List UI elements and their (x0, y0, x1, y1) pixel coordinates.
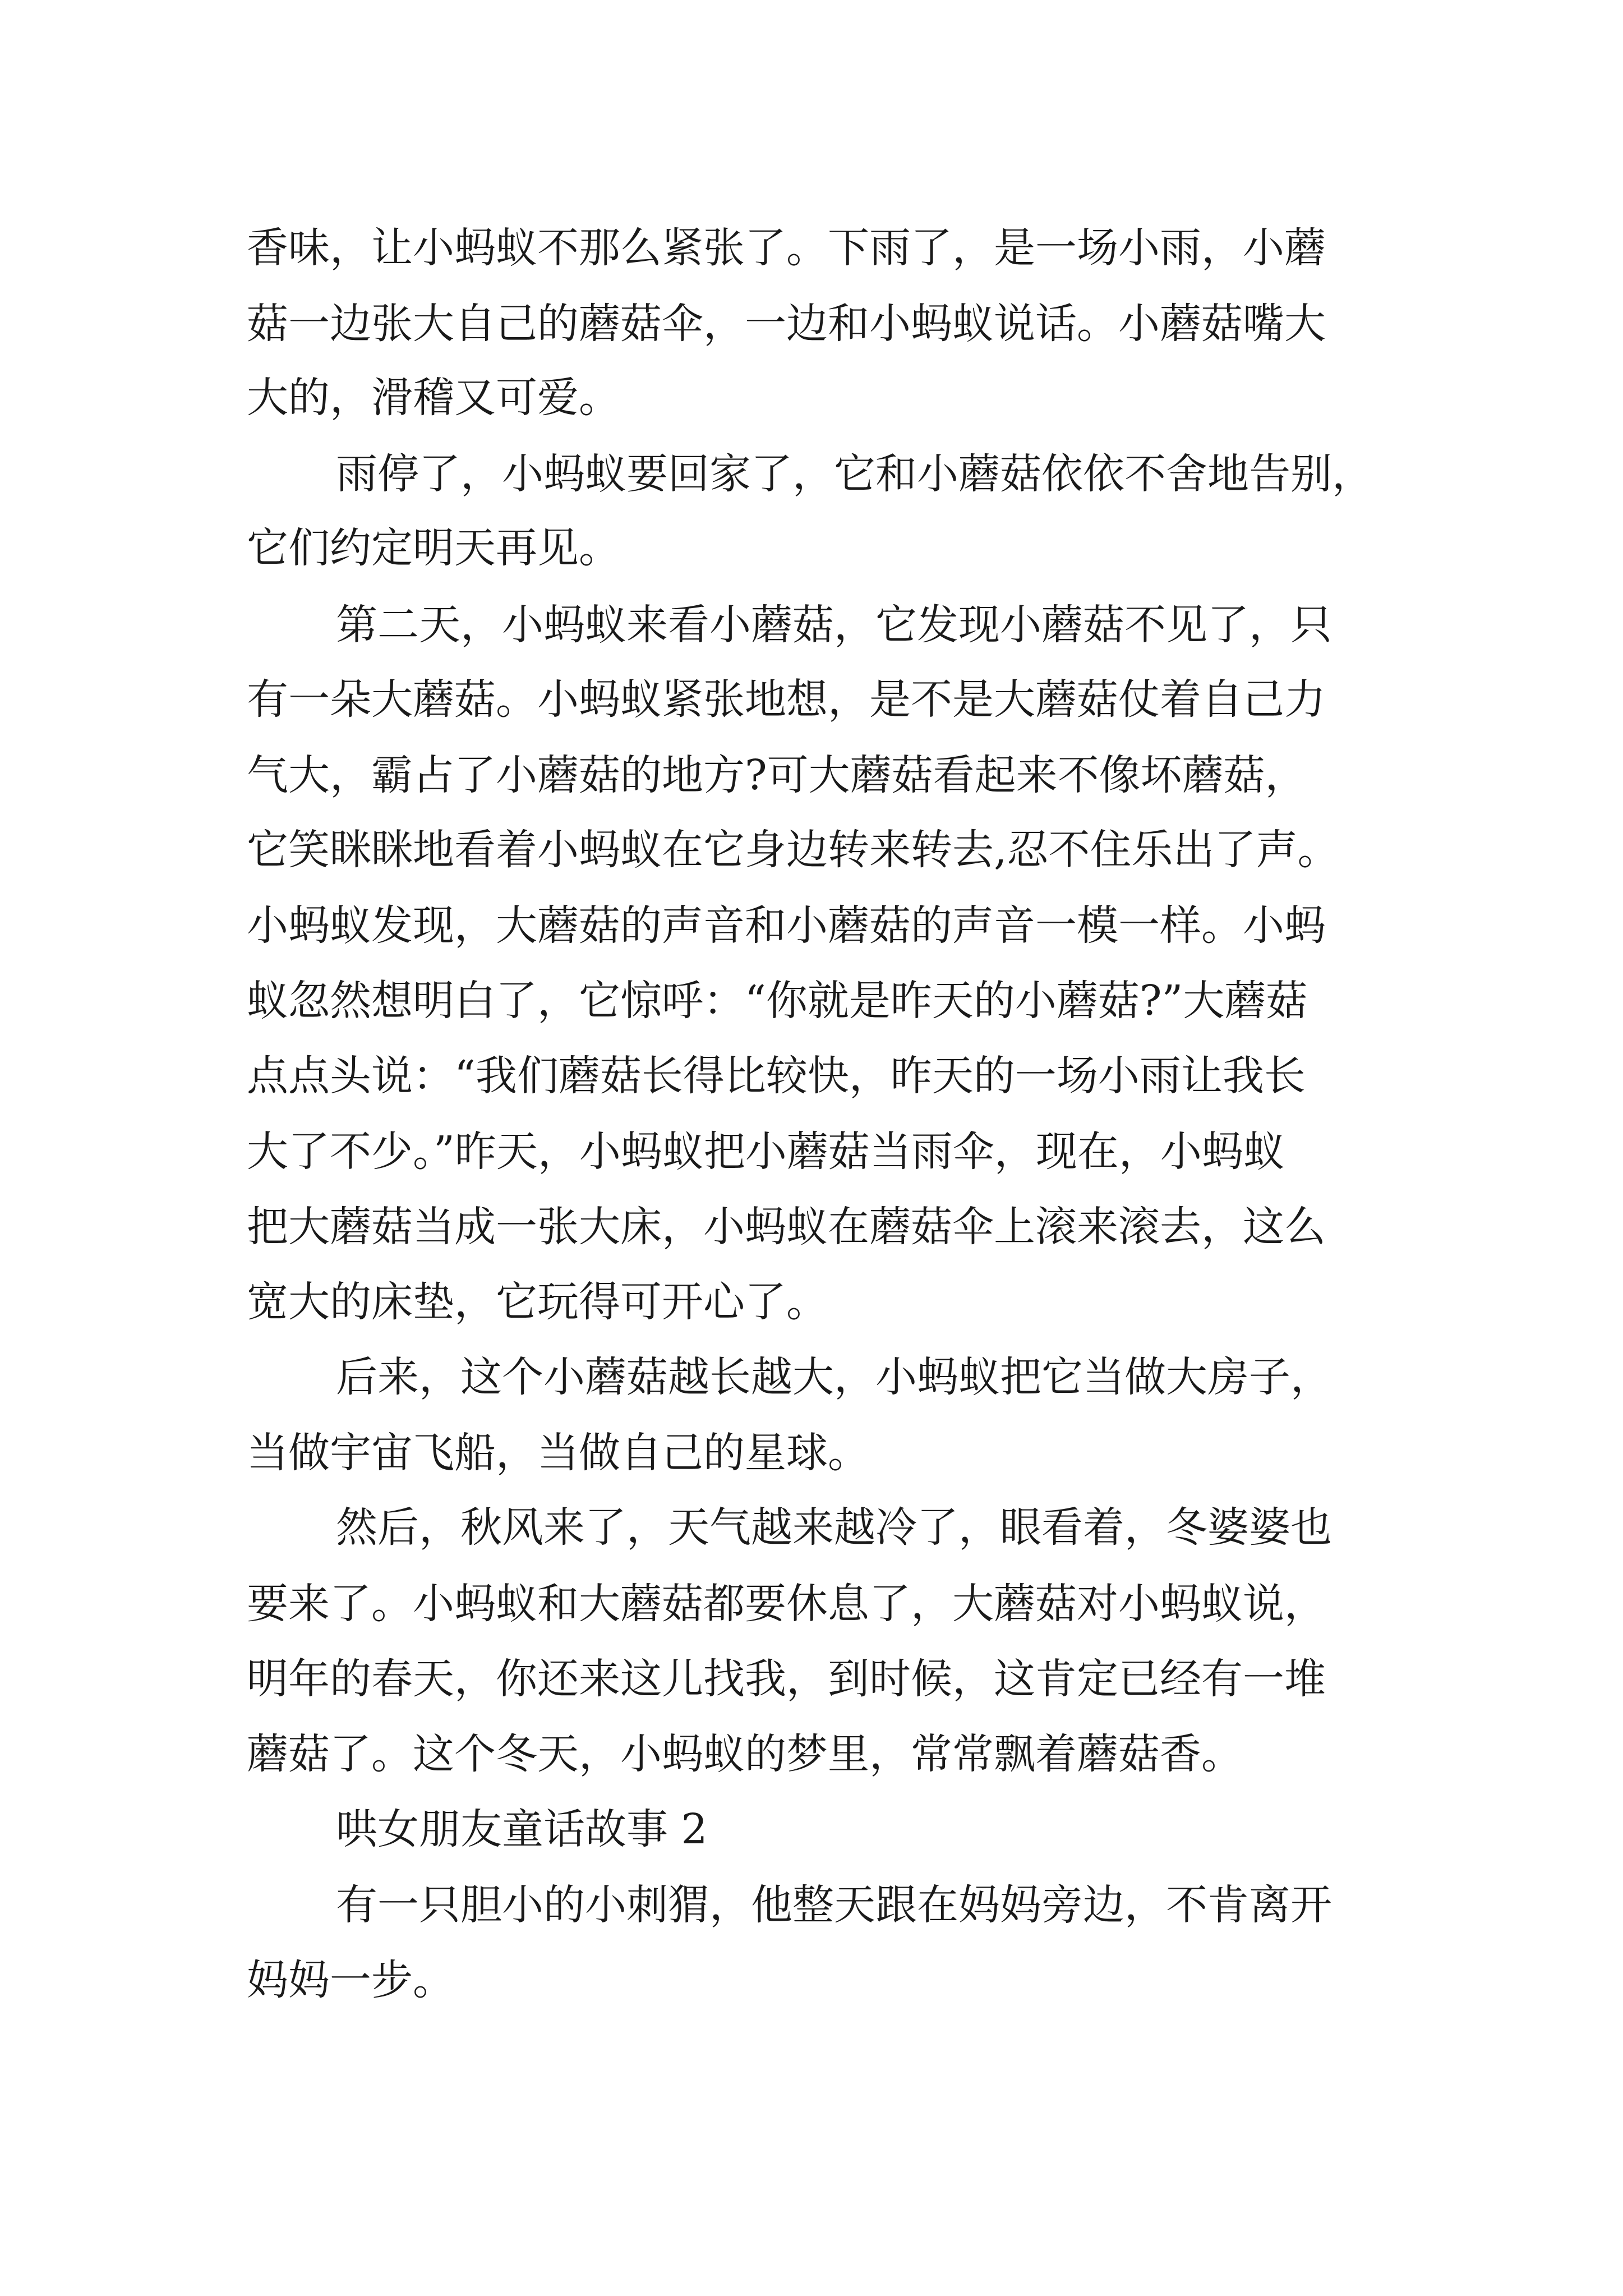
section-heading: 哄女朋友童话故事 2 (336, 1805, 708, 1853)
text-line: 有一朵大蘑菇。小蚂蚁紧张地想，是不是大蘑菇仗着自己力 (247, 675, 1326, 724)
text-line: 小蚂蚁发现，大蘑菇的声音和小蘑菇的声音一模一样。小蚂 (247, 901, 1326, 950)
text-line: 要来了。小蚂蚁和大蘑菇都要休息了，大蘑菇对小蚂蚁说， (247, 1580, 1326, 1628)
text-line: 它们约定明天再见。 (247, 524, 620, 572)
text-line: 宽大的床垫，它玩得可开心了。 (247, 1278, 828, 1326)
text-line: 明年的春天，你还来这儿找我，到时候，这肯定已经有一堆 (247, 1655, 1326, 1703)
text-line: 妈妈一步。 (247, 1956, 454, 2004)
text-line: 然后，秋风来了，天气越来越冷了，眼看着，冬婆婆也 (336, 1503, 1332, 1552)
text-line: 大了不少。”昨天，小蚂蚁把小蘑菇当雨伞，现在，小蚂蚁 (247, 1128, 1285, 1176)
text-line: 把大蘑菇当成一张大床，小蚂蚁在蘑菇伞上滚来滚去，这么 (247, 1203, 1326, 1251)
text-line: 后来，这个小蘑菇越长越大，小蚂蚁把它当做大房子， (336, 1353, 1332, 1401)
text-line: 气大，霸占了小蘑菇的地方?可大蘑菇看起来不像坏蘑菇， (247, 751, 1307, 799)
text-line: 蚁忽然想明白了，它惊呼：“你就是昨天的小蘑菇?”大蘑菇 (247, 977, 1308, 1025)
text-line: 菇一边张大自己的蘑菇伞，一边和小蚂蚁说话。小蘑菇嘴大 (247, 300, 1326, 348)
text-line: 香味，让小蚂蚁不那么紧张了。下雨了，是一场小雨，小蘑 (247, 224, 1326, 272)
text-line: 第二天，小蚂蚁来看小蘑菇，它发现小蘑菇不见了，只 (336, 601, 1332, 649)
text-line: 大的，滑稽又可爱。 (247, 374, 620, 422)
text-line: 有一只胆小的小刺猬，他整天跟在妈妈旁边，不肯离开 (336, 1881, 1332, 1929)
text-line: 它笑眯眯地看着小蚂蚁在它身边转来转去,忍不住乐出了声。 (247, 826, 1339, 874)
text-line: 当做宇宙飞船，当做自己的星球。 (247, 1429, 869, 1477)
text-line: 蘑菇了。这个冬天，小蚂蚁的梦里，常常飘着蘑菇香。 (247, 1730, 1243, 1778)
text-line: 雨停了，小蚂蚁要回家了，它和小蘑菇依依不舍地告别， (336, 450, 1373, 498)
text-line: 点点头说：“我们蘑菇长得比较快，昨天的一场小雨让我长 (247, 1052, 1306, 1100)
